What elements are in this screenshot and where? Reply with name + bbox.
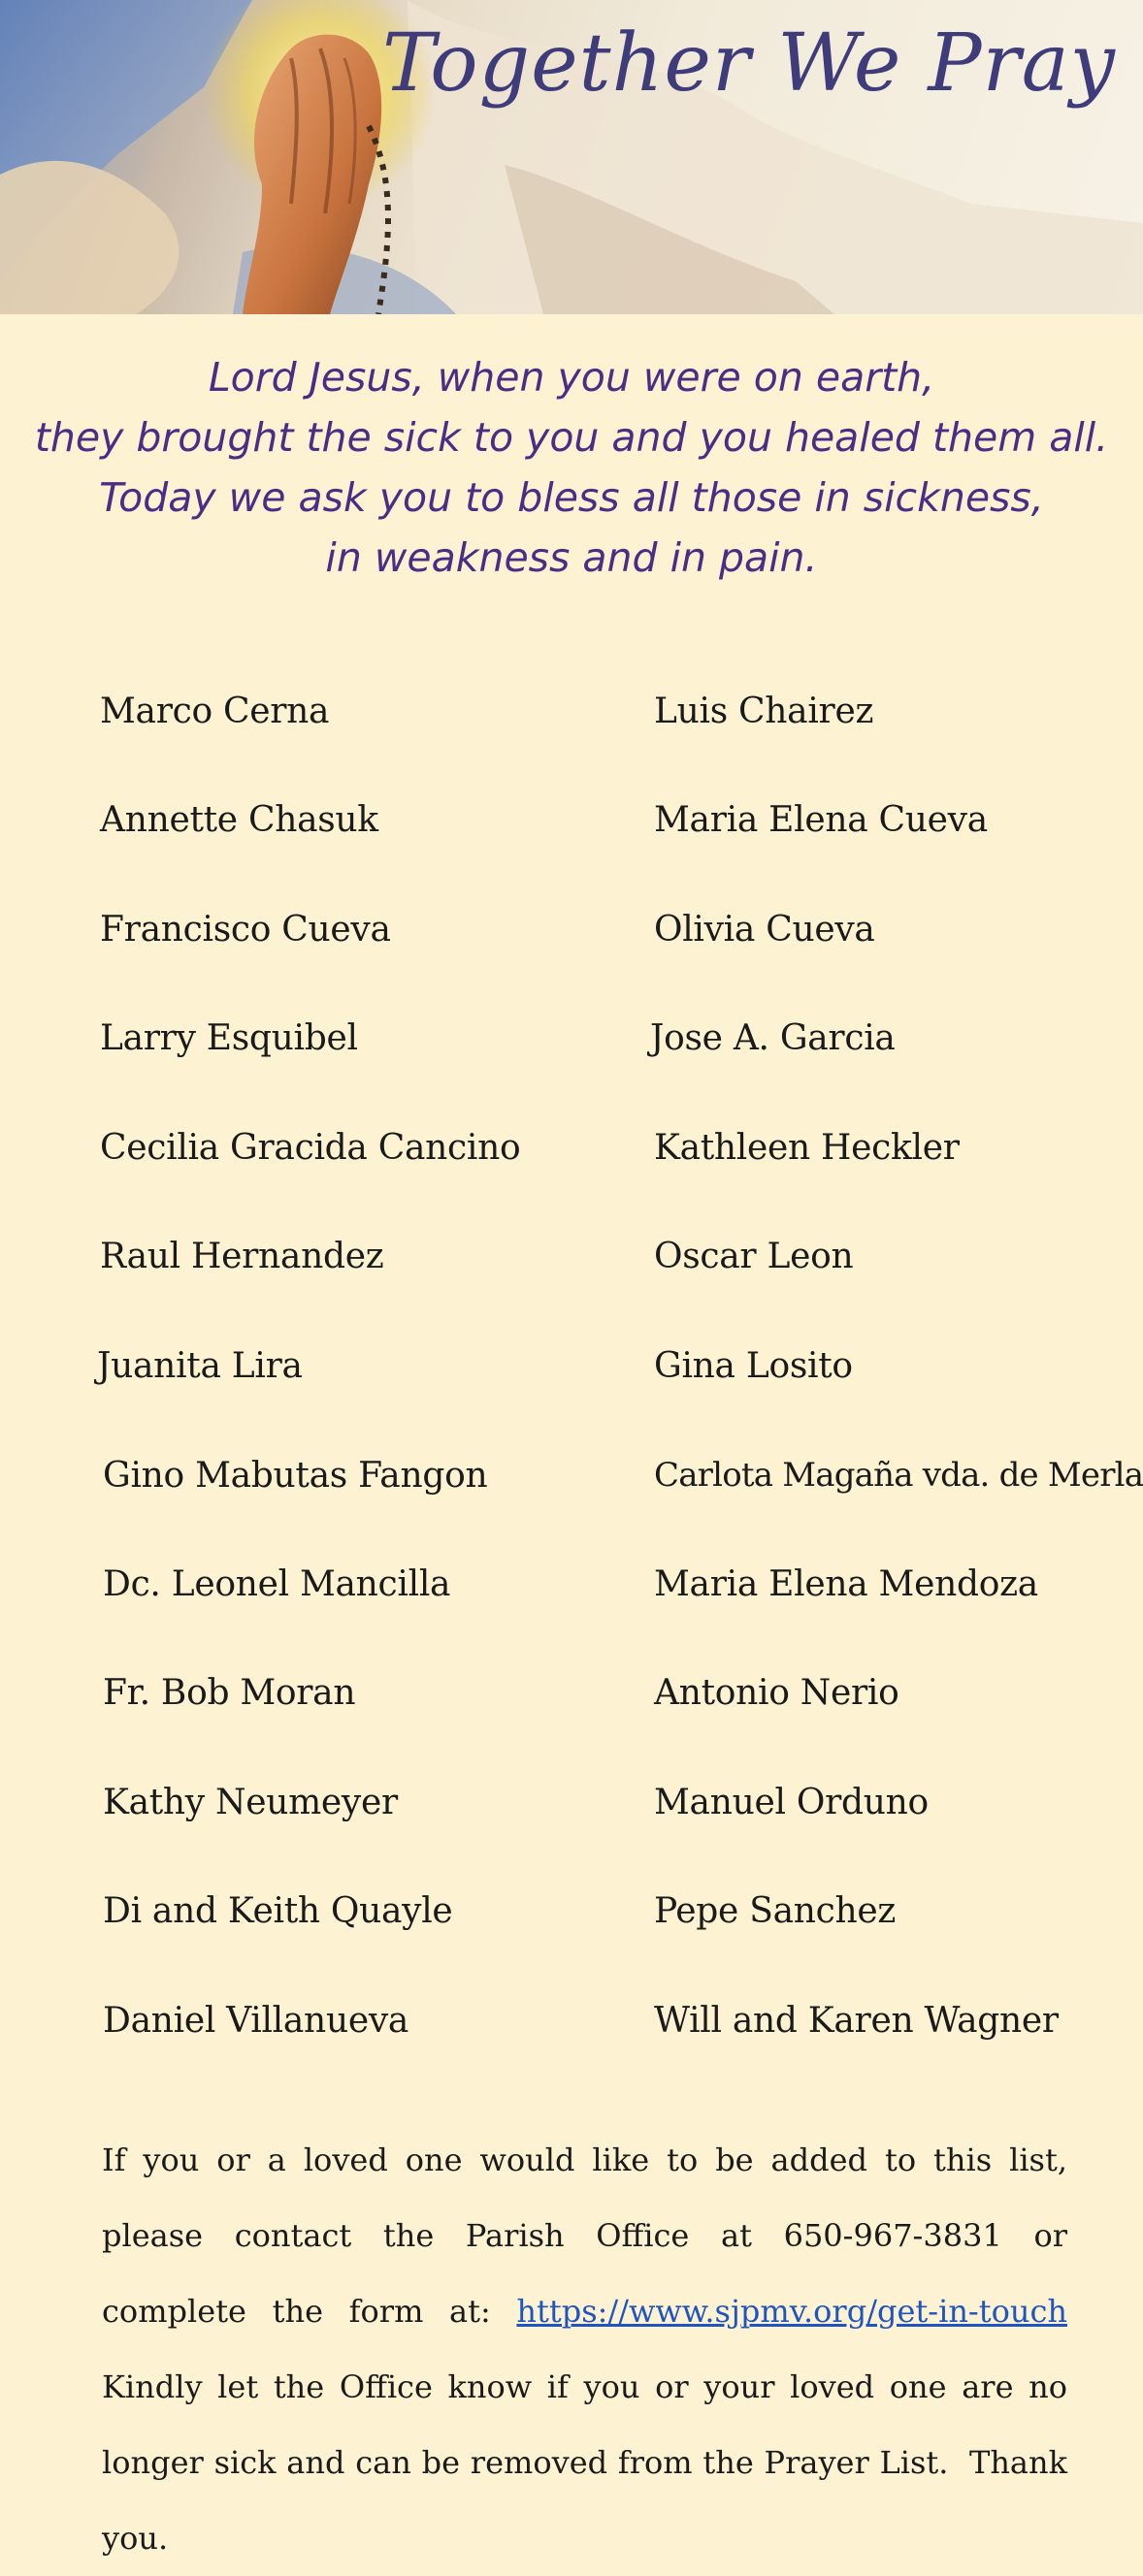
footer-note xyxy=(102,2122,1097,2576)
prayer-list xyxy=(0,692,1143,2049)
name-right-2: Maria Elena Cueva xyxy=(654,800,988,840)
name-left-7: Juanita Lira xyxy=(97,1346,303,1386)
name-right-4: Jose A. Garcia xyxy=(650,1018,896,1058)
prayer-text xyxy=(0,347,1143,588)
name-left-5: Cecilia Gracida Cancino xyxy=(100,1128,521,1168)
name-right-8: Carlota Magaña vda. de Merla xyxy=(654,1456,1143,1495)
banner xyxy=(0,0,1143,314)
name-left-12: Di and Keith Quayle xyxy=(103,1891,453,1931)
get-in-touch-link[interactable]: https://www.sjpmv.org/get-in-touch xyxy=(516,2293,1067,2330)
banner-title: Together We Pray xyxy=(381,17,1116,110)
prayer-line: they brought the sick to you and you healed them all. xyxy=(34,414,1109,461)
name-left-6: Raul Hernandez xyxy=(100,1237,384,1276)
name-left-8: Gino Mabutas Fangon xyxy=(103,1456,488,1496)
name-left-2: Annette Chasuk xyxy=(100,800,378,840)
name-right-13: Will and Karen Wagner xyxy=(654,2001,1059,2041)
name-right-11: Manuel Orduno xyxy=(654,1783,929,1822)
footer-text-before: If you or a loved one would like to be added to this list, please contact the Parish Office at 650-967-3831 or complete the form at: xyxy=(102,2141,1067,2330)
name-left-11: Kathy Neumeyer xyxy=(103,1783,398,1822)
name-right-12: Pepe Sanchez xyxy=(654,1891,897,1931)
name-right-3: Olivia Cueva xyxy=(654,910,875,950)
name-right-7: Gina Losito xyxy=(654,1346,853,1386)
name-left-9: Dc. Leonel Mancilla xyxy=(103,1564,451,1604)
name-left-4: Larry Esquibel xyxy=(100,1018,358,1058)
name-left-1: Marco Cerna xyxy=(100,692,330,731)
name-left-10: Fr. Bob Moran xyxy=(103,1673,356,1713)
name-right-6: Oscar Leon xyxy=(654,1237,854,1276)
name-left-3: Francisco Cueva xyxy=(100,910,391,950)
name-right-5: Kathleen Heckler xyxy=(654,1128,960,1168)
name-right-1: Luis Chairez xyxy=(654,692,874,731)
name-right-9: Maria Elena Mendoza xyxy=(654,1564,1038,1604)
name-right-10: Antonio Nerio xyxy=(654,1673,899,1713)
name-left-13: Daniel Villanueva xyxy=(103,2001,409,2041)
prayer-line: in weakness and in pain. xyxy=(325,534,818,581)
prayer-line: Today we ask you to bless all those in sickness, xyxy=(99,474,1044,521)
prayer-line: Lord Jesus, when you were on earth, xyxy=(208,354,935,401)
footer-text-after: Kindly let the Office know if you or your loved one are no longer sick and can be removed from the Prayer List. Thank you. xyxy=(102,2293,1097,2557)
